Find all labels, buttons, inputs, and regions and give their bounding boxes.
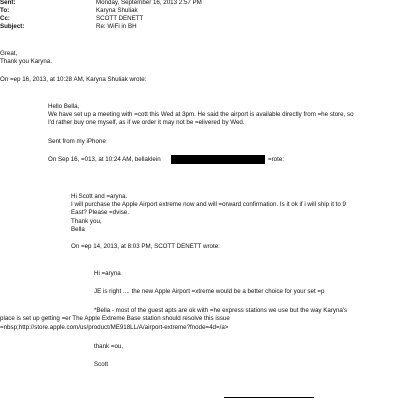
quote1-salutation: Hello Bella, (48, 103, 80, 110)
bottom-rule (224, 397, 314, 398)
quote3-line1: Hi =aryna (94, 270, 121, 277)
quote3-line2: JE is right .... the new Apple Airport =xtreme would be a better choice for your set =p (94, 288, 325, 295)
quote3-line4: place is set up getting =er The Apple Extreme Base station should resolve this issue (0, 315, 230, 322)
quote1-line2: I'd rather buy one myself, as if we order it may not be =elivered by Wed. (48, 119, 245, 126)
to-value: Karyna Shuliak (96, 7, 138, 14)
quote3-line3: *Bella - most of the guest apts are ok with =he express stations we use but the way Karyna's (94, 307, 348, 314)
sent-row (0, 0, 202, 7)
quote2-line3: East? Please =dvise. (71, 209, 129, 216)
to-row (0, 7, 138, 15)
sent-value: Monday, September 16, 2013 2:57 PM (96, 0, 202, 6)
cc-value: SCOTT DENETT (96, 15, 144, 22)
subject-row (0, 23, 137, 31)
cc-label: Cc: (0, 15, 10, 22)
quote2-line1: Hi Scott and =aryna. (71, 193, 128, 200)
sent-label: Sent: (0, 0, 16, 6)
quote2-line2: I will purchase the Apple Airport extreme now and will =orward confirmation. Is it ok if i will ship it to 9 (71, 201, 346, 208)
quote1-header: On =ep 16, 2013, at 10:28 AM, Karyna Shuliak wrote: (0, 76, 147, 83)
thanks-line: Thank you Karyna. (0, 58, 52, 65)
quote3-thanks: thank =ou, (94, 343, 124, 350)
cc-row (0, 15, 143, 23)
quote2-thanks: Thank you, (71, 218, 102, 225)
quote1-line1: We have set up a meeting with =cott this Wed at 3pm. He said the airport is available directly from =he store, so (48, 111, 354, 118)
quote3-header: On =ep 14, 2013, at 8:03 PM, SCOTT DENETT wrote: (71, 243, 220, 250)
to-label: To: (0, 7, 10, 14)
quote3-line5: =nbsp;http://store.apple.com/us/product/ME918LL/A/airport-extreme?fnode=4d=/a> (0, 324, 229, 331)
greeting: Great, (0, 50, 18, 57)
quote2-header-suffix: =rote: (268, 156, 284, 163)
quote3-name: Scott (94, 361, 109, 368)
subject-value: Re: WiFi in BH (96, 23, 137, 30)
quote1-signature: Sent from my iPhone (48, 138, 106, 145)
redaction-bar (171, 155, 265, 164)
quote2-header-prefix: On Sep 16, =013, at 10:24 AM, bellaklein (48, 156, 161, 163)
quote2-name: Bella (71, 226, 85, 233)
subject-label: Subject: (0, 23, 25, 30)
